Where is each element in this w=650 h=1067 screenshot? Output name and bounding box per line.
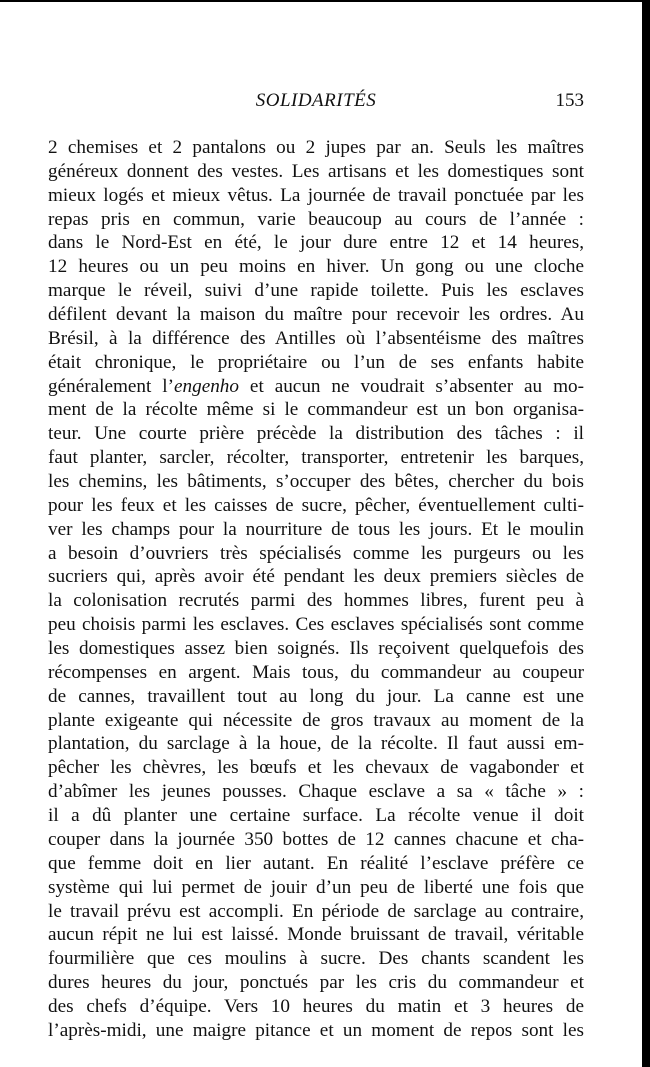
text-line: mieux logés et mieux vêtus. La journée de travail ponctuée par les [48,184,584,206]
text-line: plante exigeante qui nécessite de gros travaux au moment de la [48,709,584,731]
body-text [48,136,584,1043]
text-line: système qui lui permet de jouir d’un peu de liberté une fois que [48,876,584,898]
running-title: SOLIDARITÉS [255,90,377,111]
page-number: 153 [555,90,584,111]
text-line: 12 heures ou un peu moins en hiver. Un gong ou une cloche [48,256,584,278]
text-line: sucriers qui, après avoir été pendant les deux premiers siècles de [48,566,584,588]
text-line: ver les champs pour la nourriture de tous les jours. Et le moulin [48,518,584,540]
text-segment: généralement l’ [48,375,174,397]
text-line: défilent devant la maison du maître pour recevoir les ordres. Au [48,304,584,326]
text-line: ment de la récolte même si le commandeur est un bon organisa- [48,399,584,421]
text-line: peu choisis parmi les esclaves. Ces esclaves spécialisés sont comme [48,614,584,636]
text-line: Brésil, à la différence des Antilles où l’absentéisme des maîtres [48,327,584,349]
text-line: 2 chemises et 2 pantalons ou 2 jupes par an. Seuls les maîtres [48,137,584,158]
text-line: pour les feux et les caisses de sucre, pêcher, éventuellement culti- [48,494,584,516]
scan-border-right [642,0,650,1067]
text-line: la colonisation recrutés parmi des hommes libres, furent peu à [48,590,584,612]
text-line: il a dû planter une certaine surface. La récolte venue il doit [48,805,584,827]
text-line: l’après-midi, une maigre pitance et un moment de repos sont les [48,1019,584,1041]
text-line: a besoin d’ouvriers très spécialisés comme les purgeurs ou les [48,542,584,564]
text-line: était chronique, le propriétaire ou l’un de ses enfants habite [48,351,584,373]
text-line: teur. Une courte prière précède la distribution des tâches : il [48,423,584,445]
text-line: dures heures du jour, ponctués par les cris du commandeur et [48,972,584,994]
text-line: généreux donnent des vestes. Les artisans et les domestiques sont [48,160,584,182]
text-line: fourmilière que ces moulins à sucre. Des chants scandent les [48,948,584,970]
text-line: de cannes, travaillent tout au long du jour. La canne est une [48,685,584,707]
text-line: les chemins, les bâtiments, s’occuper des bêtes, chercher du bois [48,471,584,493]
text-line: aucun répit ne lui est laissé. Monde bruissant de travail, véritable [48,924,584,946]
text-line: des chefs d’équipe. Vers 10 heures du matin et 3 heures de [48,995,584,1017]
text-segment: et aucun ne voudrait s’absenter au mo- [239,375,584,397]
text-line: faut planter, sarcler, récolter, transporter, entretenir les barques, [48,447,584,469]
text-line: plantation, du sarclage à la houe, de la récolte. Il faut aussi em- [48,733,584,755]
page-header [48,90,584,116]
text-line: que femme doit en lier autant. En réalité l’esclave préfère ce [48,852,584,874]
text-line: les domestiques assez bien soignés. Ils reçoivent quelquefois des [48,638,584,660]
text-line: dans le Nord-Est en été, le jour dure entre 12 et 14 heures, [48,232,584,254]
text-line [48,375,584,399]
scan-border-top [0,0,650,2]
italic-term: engenho [173,375,239,397]
text-line: d’abîmer les jeunes pousses. Chaque esclave a sa « tâche » : [48,781,584,803]
text-line: récompenses en argent. Mais tous, du commandeur au coupeur [48,661,584,683]
text-line: pêcher les chèvres, les bœufs et les chevaux de vagabonder et [48,757,584,779]
text-line: repas pris en commun, varie beaucoup au cours de l’année : [48,208,584,230]
text-line: couper dans la journée 350 bottes de 12 cannes chacune et cha- [48,828,584,850]
text-line: marque le réveil, suivi d’une rapide toilette. Puis les esclaves [48,280,584,302]
text-line: le travail prévu est accompli. En période de sarclage au contraire, [48,900,584,922]
